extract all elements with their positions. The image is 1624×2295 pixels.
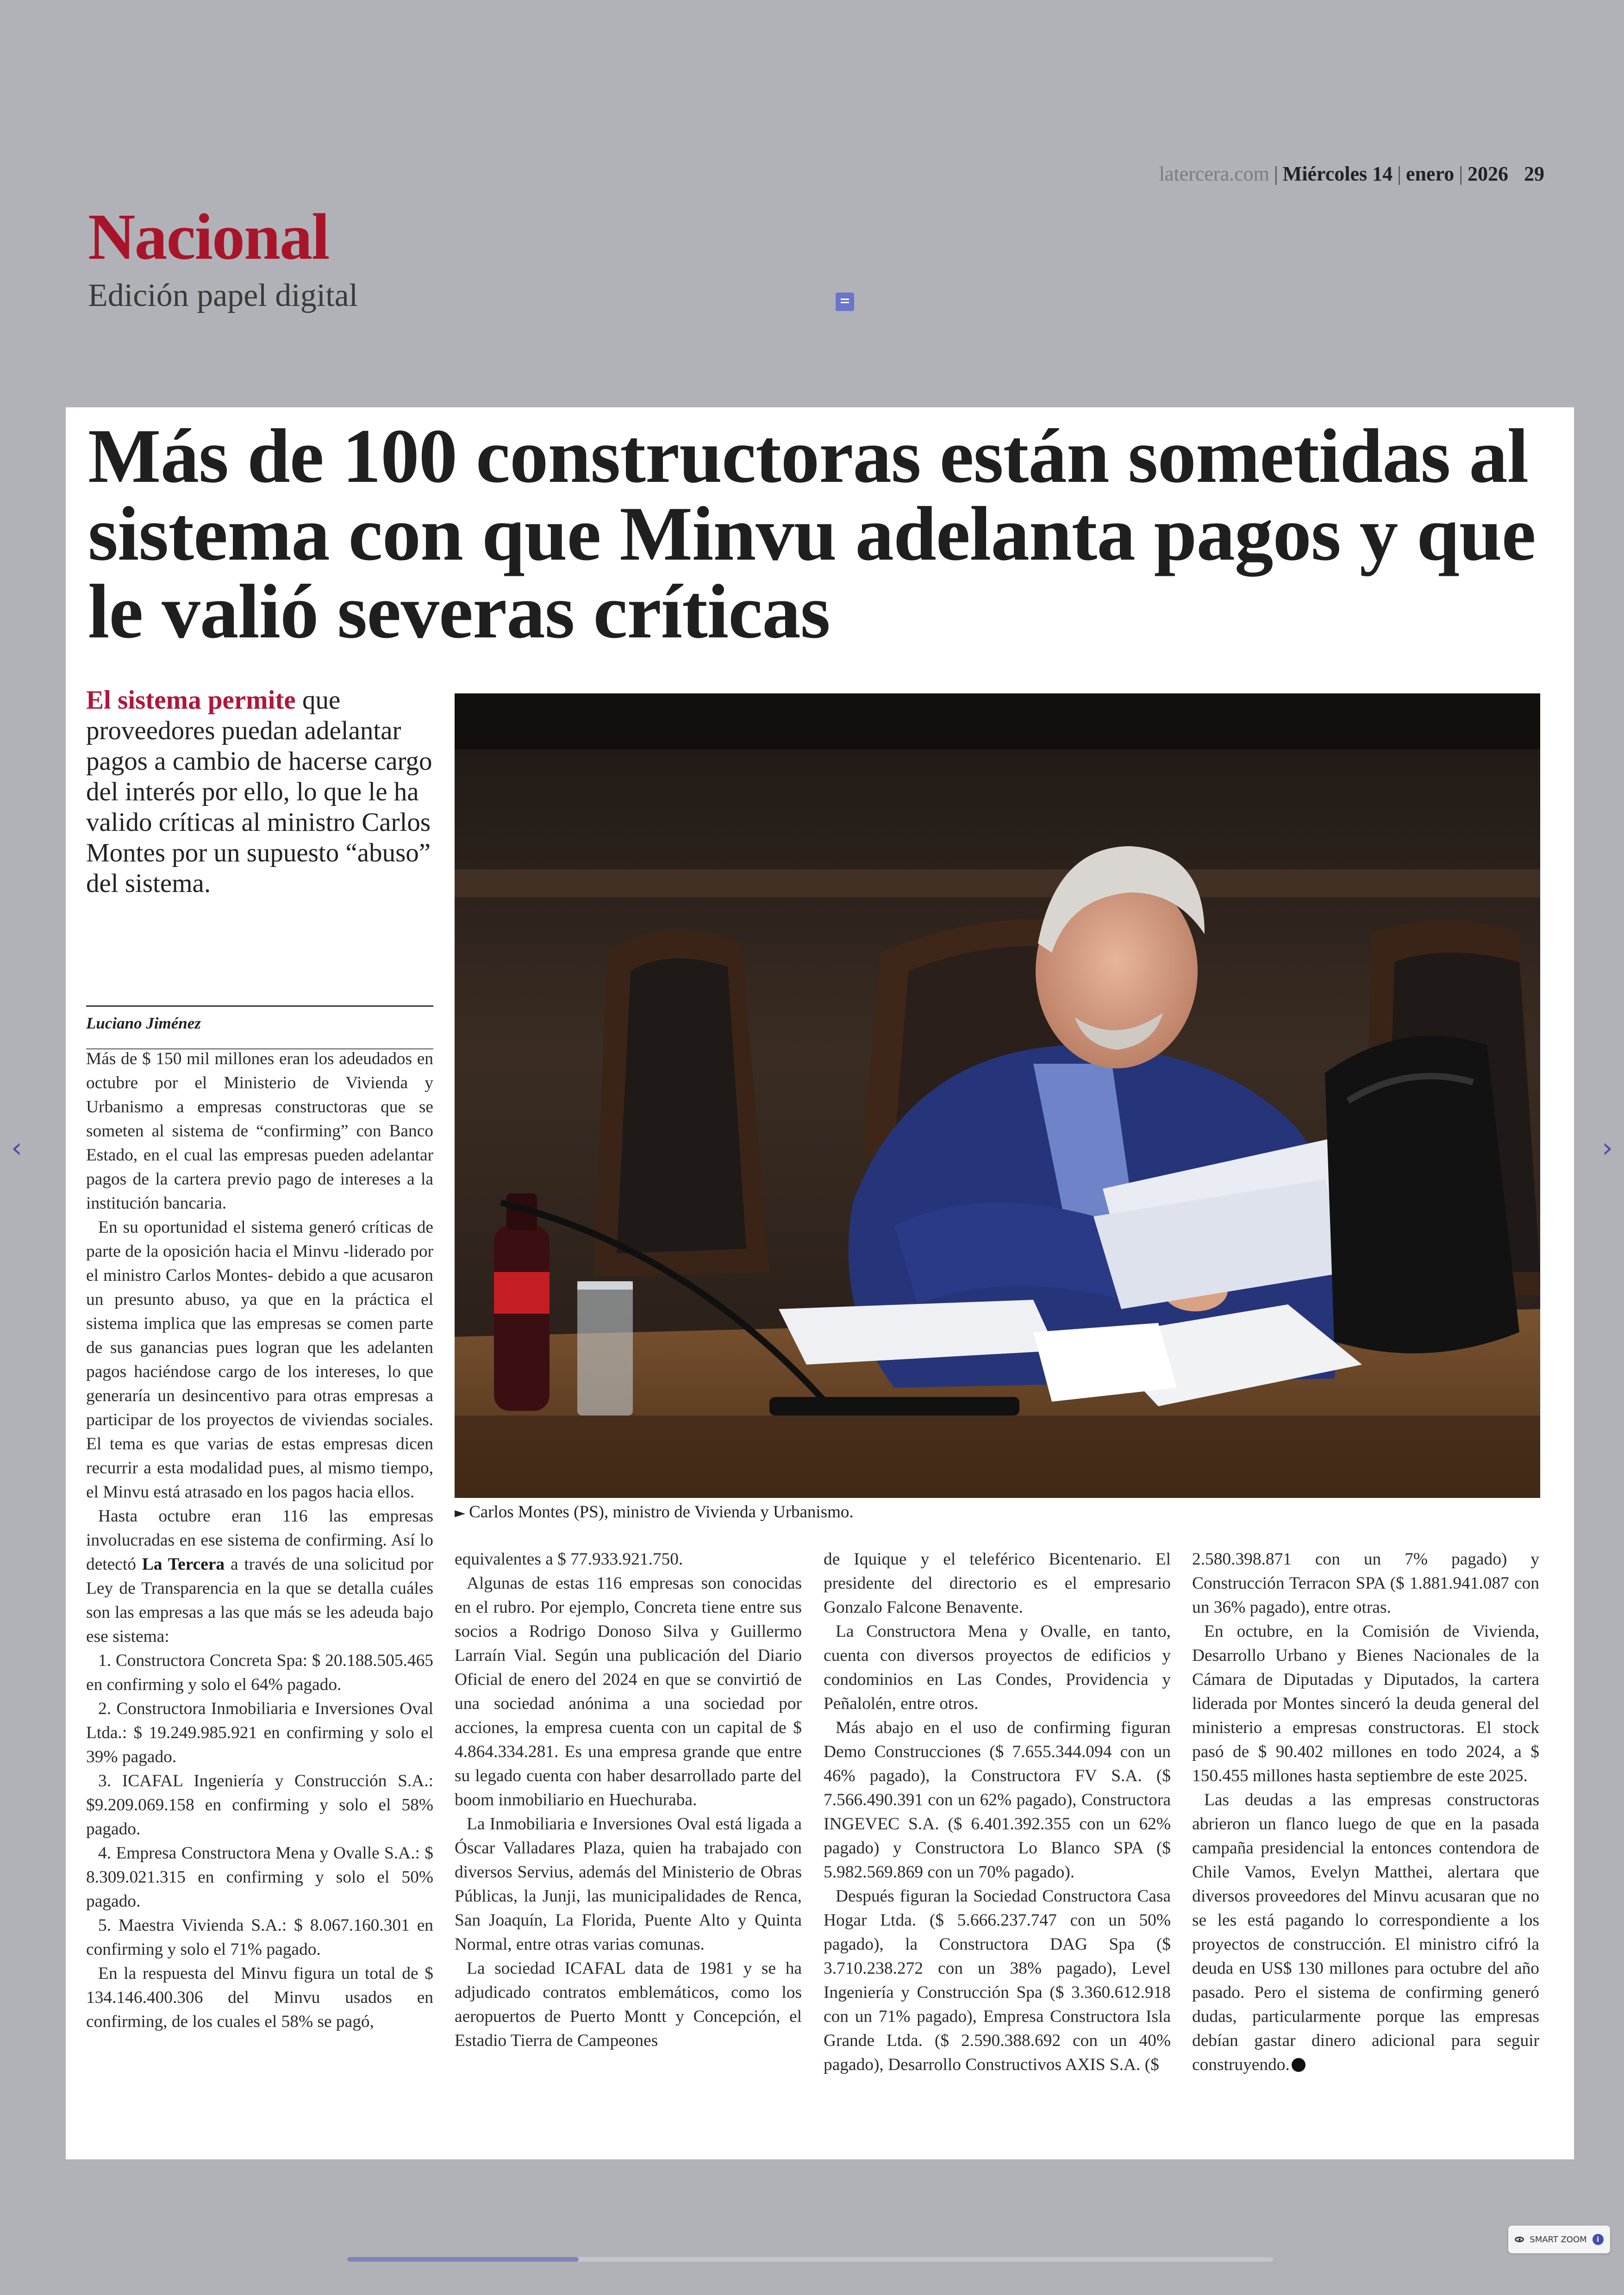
next-page-arrow-icon[interactable]: › bbox=[1602, 1132, 1613, 1164]
paragraph: Después figuran la Sociedad Constructora Casa Hogar Ltda. ($ 5.666.237.747 con un 50% pagado), la Constructora DAG Spa ($ 3.710.238.272 con un 38% pagado), Level Ingeniería y Construcción Spa ($ 3.360.612.918 con un 71% pagado), Empresa Constructora Isla Grande Ltda. ($ 2.590.388.692 con un 40% pagado), Desarrollo Constructivos AXIS S.A. ($ bbox=[824, 1887, 1171, 2074]
caption-text: Carlos Montes (PS), ministro de Vivienda y Urbanismo. bbox=[469, 1503, 854, 1522]
article-column-4 bbox=[1192, 1547, 1539, 2077]
article-photo[interactable] bbox=[455, 693, 1540, 1498]
byline: Luciano Jiménez bbox=[86, 1005, 433, 1033]
lede-kicker: El sistema permite bbox=[86, 686, 296, 715]
paragraph: Las deudas a las empresas constructoras abrieron un flanco luego de que en la pasada campaña presidencial la entonces contendora de Chile Vamos, Evelyn Matthei, alertara que diversos proveedores del Minvu acusaran que no se les está pagando lo correspondiente a los proyectos de construcción. El ministro cifró la deuda en US$ 130 millones para octubre del año pasado. Pero el sistema de confirming generó dudas, particularmente porque las empresas debían gastar dinero adicional para seguir construyendo. bbox=[1192, 1790, 1539, 2074]
section-title: Nacional bbox=[88, 200, 329, 273]
page-number: 29 bbox=[1524, 162, 1544, 185]
paragraph: La Constructora Mena y Ovalle, en tanto, cuenta con diversos proyectos de edificios y condominios en Las Condes, Providencia y Peñalolén, entre otros. bbox=[824, 1622, 1171, 1713]
article-column-2 bbox=[455, 1547, 802, 2053]
paragraph: de Iquique y el teleférico Bicentenario. El presidente del directorio es el empresario Gonzalo Falcone Benavente. bbox=[824, 1550, 1171, 1617]
list-item: 3. ICAFAL Ingeniería y Construcción S.A.: $9.209.069.158 en confirming y solo el 58% pagado. bbox=[86, 1771, 433, 1839]
paragraph: En octubre, en la Comisión de Vivienda, Desarrollo Urbano y Bienes Nacionales de la Cámara de Diputadas y Diputados, la cartera liderada por Montes sinceró la deuda general del ministerio a empresas constructoras. El stock pasó de $ 90.402 millones en todo 2024, a $ 150.455 millones hasta septiembre de este 2025. bbox=[1192, 1622, 1539, 1785]
paragraph: Hasta octubre eran 116 las empresas involucradas en ese sistema de confirming. Así lo detectó La Tercera a través de una solicitud por Ley de Transparencia en la que se detalla cuáles son las empresas a las que más se les adeuda bajo ese sistema: bbox=[86, 1507, 433, 1646]
site-name: latercera.com bbox=[1159, 162, 1269, 185]
date-month: enero bbox=[1405, 162, 1455, 185]
edition-subtitle: Edición papel digital bbox=[88, 278, 358, 313]
masthead bbox=[88, 200, 358, 313]
list-item: 4. Empresa Constructora Mena y Ovalle S.A.: $ 8.309.021.315 en confirming y solo el 50% pagado. bbox=[86, 1844, 433, 1911]
smart-zoom-label: SMART ZOOM bbox=[1530, 2234, 1587, 2245]
prev-page-arrow-icon[interactable]: ‹ bbox=[11, 1132, 22, 1164]
list-item: 5. Maestra Vivienda S.A.: $ 8.067.160.301 en confirming y solo el 71% pagado. bbox=[86, 1916, 433, 1959]
paragraph: En su oportunidad el sistema generó críticas de parte de la oposición hacia el Minvu -liderado por el ministro Carlos Montes- debido a que acusaron un presunto abuso, ya que en la práctica el sistema implica que las empresas se comen parte de sus ganancias pues logran que les adelanten pagos haciéndose cargo de los intereses, lo que generaría un desincentivo para otras empresas a participar de los proyectos de viviendas sociales. El tema es que varias de estas empresas dicen recurrir a esta modalidad pues, al mismo tiempo, el Minvu está atrasado en los pagos hacia ellos. bbox=[86, 1218, 433, 1502]
smart-zoom-button[interactable] bbox=[1508, 2226, 1610, 2253]
date-year: 2026 bbox=[1468, 162, 1508, 185]
eye-icon bbox=[1515, 2237, 1524, 2242]
paragraph: Más abajo en el uso de confirming figuran Demo Construcciones ($ 7.655.344.094 con un 46% pagado), la Constructora FV S.A. ($ 7.566.490.391 con un 62% pagado), Constructora INGEVEC S.A. ($ 6.401.392.355 con un 62% pagado) y Constructora Lo Blanco SPA ($ 5.982.569.869 con un 70% pagado). bbox=[824, 1718, 1171, 1882]
list-item: 1. Constructora Concreta Spa: $ 20.188.505.465 en confirming y solo el 64% pagado. bbox=[86, 1651, 433, 1694]
article-column-3 bbox=[824, 1547, 1171, 2077]
paragraph: La sociedad ICAFAL data de 1981 y se ha adjudicado contratos emblemáticos, como los aeropuertos de Puerto Montt y Concepción, el Estadio Tierra de Campeones bbox=[455, 1959, 802, 2050]
article-page bbox=[66, 407, 1574, 2159]
page-progress-bar[interactable] bbox=[347, 2257, 1273, 2262]
paragraph: 2.580.398.871 con un 7% pagado) y Construcción Terracon SPA ($ 1.881.941.087 con un 36% pagado), entre otras. bbox=[1192, 1550, 1539, 1617]
paragraph: En la respuesta del Minvu figura un total de $ 134.146.400.306 del Minvu usados en confirming, de los cuales el 58% se pagó, bbox=[86, 1964, 433, 2031]
page-progress-fill bbox=[347, 2257, 579, 2262]
date-weekday: Miércoles 14 bbox=[1282, 162, 1393, 185]
lede-text: que proveedores puedan adelantar pagos a cambio de hacerse cargo del interés por ello, lo que le ha valido críticas al ministro Carlos Montes por un supuesto “abuso” del sistema. bbox=[86, 686, 432, 898]
photo-carlos-montes bbox=[455, 693, 1540, 1498]
article-headline: Más de 100 constructoras están sometidas al sistema con que Minvu adelanta pagos y que le valió severas críticas bbox=[88, 413, 1536, 655]
article-lede bbox=[86, 685, 433, 899]
article-column-1 bbox=[86, 1047, 433, 2034]
paragraph: Algunas de estas 116 empresas son conocidas en el rubro. Por ejemplo, Concreta tiene entre sus socios a Rodrigo Donoso Silva y Guillermo Larraín Vial. Según una publicación del Diario Oficial de enero del 2024 en que se convirtió de una sociedad anónima a una sociedad por acciones, la empresa cuenta con un capital de $ 4.864.334.281. Es una empresa grande que entre su legado cuenta con haber desarrollado parte del boom inmobiliario en Huechuraba. bbox=[455, 1574, 802, 1809]
caption-triangle-icon: ► bbox=[455, 1505, 466, 1521]
toolbar-menu-icon[interactable] bbox=[836, 293, 854, 311]
publication-name: La Tercera bbox=[142, 1555, 225, 1574]
paragraph: equivalentes a $ 77.933.921.750. bbox=[455, 1550, 683, 1569]
info-icon[interactable]: i bbox=[1593, 2234, 1604, 2245]
list-item: 2. Constructora Inmobiliaria e Inversiones Oval Ltda.: $ 19.249.985.921 en confirming y solo el 39% pagado. bbox=[86, 1699, 433, 1766]
paragraph: Más de $ 150 mil millones eran los adeudados en octubre por el Ministerio de Vivienda y Urbanismo a empresas constructoras que se someten al sistema de “confirming” con Banco Estado, en el cual las empresas pueden adelantar pagos de la cartera previo pago de intereses a la institución bancaria. bbox=[86, 1049, 433, 1213]
page-meta: latercera.com | Miércoles 14 | enero | 2026 29 bbox=[1159, 162, 1544, 185]
paragraph: La Inmobiliaria e Inversiones Oval está ligada a Óscar Valladares Plaza, quien ha trabajado con diversos Servius, además del Ministerio de Obras Públicas, la Junji, las municipalidades de Renca, San Joaquín, La Florida, Puente Alto y Quinta Normal, entre otras varias comunas. bbox=[455, 1815, 802, 1954]
photo-caption bbox=[455, 1502, 1540, 1522]
end-of-article-icon bbox=[1292, 2058, 1305, 2072]
